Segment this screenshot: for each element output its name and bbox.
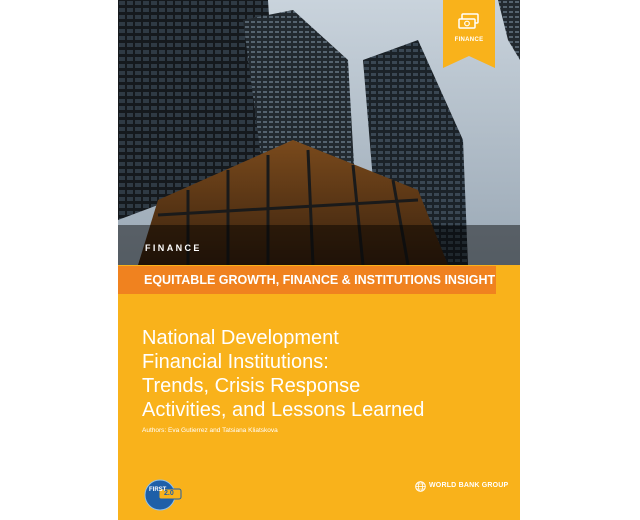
- finance-badge: [443, 0, 495, 68]
- report-cover: [118, 0, 520, 520]
- title-line: National Development: [142, 327, 339, 349]
- title-line: Activities, and Lessons Learned: [142, 399, 425, 421]
- title-line: Trends, Crisis Response: [142, 375, 361, 397]
- money-icon: [458, 13, 480, 31]
- title-line: Financial Institutions:: [142, 351, 329, 373]
- publisher-name: WORLD BANK GROUP: [429, 482, 509, 489]
- section-label: FINANCE: [145, 243, 202, 253]
- first-logo-word: FIRST: [149, 487, 167, 493]
- globe-icon: [415, 481, 426, 492]
- badge-label: FINANCE: [454, 37, 484, 43]
- first-logo: [144, 479, 184, 511]
- series-banner: [118, 266, 496, 294]
- report-title: [142, 326, 502, 422]
- authors-line: Authors: Eva Gutierrez and Tatsiana Kliatskova: [142, 427, 278, 434]
- first-logo-version: 2.0: [164, 490, 174, 497]
- series-banner-text: EQUITABLE GROWTH, FINANCE & INSTITUTIONS INSIGHT: [144, 273, 496, 287]
